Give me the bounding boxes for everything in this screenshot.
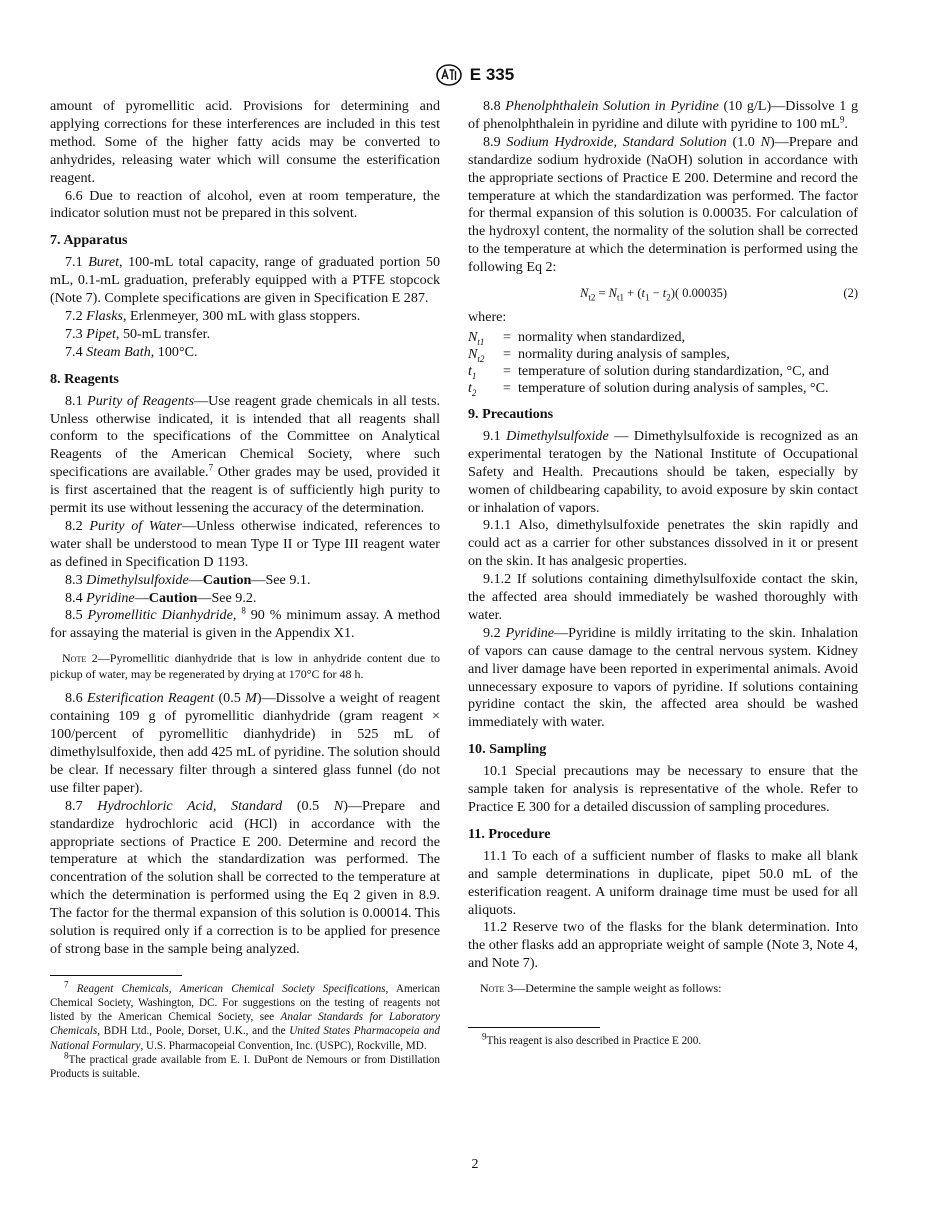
paragraph-intro: amount of pyromellitic acid. Provisions for determining and applying corrections for these interferences are included in this test method. Some of the higher fatty acids may be converted to anhydrides, releasing water which will consume the esterification reagent. xyxy=(50,98,440,186)
paragraph-8-3: 8.3 Dimethylsulfoxide—Caution—See 9.1. xyxy=(65,571,311,588)
paragraph-7-2: 7.2 Flasks, Erlenmeyer, 300 mL with glass stoppers. xyxy=(65,307,361,324)
section-heading-procedure: 11. Procedure xyxy=(468,825,551,842)
where-label: where: xyxy=(468,309,507,326)
footnote-7: $^7$ Reagent Chemicals, American Chemical Society Specifications, American Chemical Society, Washington, DC. For suggestions on the testing of reagents not listed by the American Chemical Society, see Analar Standards for Laboratory Chemicals, BDH Ltd., Poole, Dorset, U.K., and the United States Pharmacopeia and National Formulary, U.S. Pharmacopeial Convention, Inc. (USPC), Rockville, MD. xyxy=(50,979,440,1052)
section-heading-reagents: 8. Reagents xyxy=(50,370,119,387)
page-header xyxy=(0,64,950,86)
standard-code: E 335 xyxy=(469,65,515,84)
section-heading-sampling: 10. Sampling xyxy=(468,741,547,758)
equation-number: (2) xyxy=(843,286,858,301)
section-heading-precautions: 9. Precautions xyxy=(468,405,554,422)
paragraph-11-2: 11.2 Reserve two of the flasks for the blank determination. Into the other flasks add an appropriate weight of sample (Note 3, Note 4, and Note 7). xyxy=(468,919,858,972)
paragraph-7-4: 7.4 Steam Bath, 100°C. xyxy=(65,343,198,360)
paragraph-8-5: 8.5 Pyromellitic Dianhydride, $^8$ 90 % minimum assay. A method for assaying the material is given in the Appendix X1. xyxy=(50,605,441,642)
paragraph-11-1: 11.1 To each of a sufficient number of flasks to make all blank and sample determinations in duplicate, pipet 50.0 mL of the esterification reagent. A uniform drainage time must be used for all aliquots. xyxy=(468,847,858,918)
paragraph-7-3: 7.3 Pipet, 50-mL transfer. xyxy=(65,325,211,342)
paragraph-8-9: 8.9 Sodium Hydroxide, Standard Solution (1.0 N)—Prepare and standardize sodium hydroxide (NaOH) solution in accordance with the appropriate sections of Practice E 200. Determine and record the temperature at which the standardization was performed. The factor for thermal expansion of this solution is 0.00035. For calculation of the hydroxyl content, the normality of the solution shall be corrected to the temperature at which the determination is performed using the following Eq 2: xyxy=(468,133,858,276)
note-2: Note 2—Pyromellitic dianhydride that is low in anhydride content due to pickup of water, may be regenerated by drying at 170°C for 48 h. xyxy=(50,651,440,681)
paragraph-8-6: 8.6 Esterification Reagent (0.5 M)—Dissolve a weight of reagent containing 109 g of pyromellitic dianhydride (gram reagent × 100/percent of pyromellitic dianhydride) in 525 mL of dimethylsulfoxide, then add 425 mL of pyridine. The solution should be clear. If necessary filter through a sintered glass funnel (do not use filter paper). xyxy=(50,690,440,796)
page-number: 2 xyxy=(471,1157,479,1172)
paragraph-9-2: 9.2 Pyridine—Pyridine is mildly irritating to the skin. Inhalation of vapors can cause damage to the central nervous system. Kidney and liver damage have been reported in experimental animals. Avoid unnecessary exposure to vapors of pyridine. If solutions containing pyridine contact the skin, the affected area should be washed immediately with water. xyxy=(468,624,858,731)
paragraph-8-2: 8.2 Purity of Water—Unless otherwise indicated, references to water shall be understood to mean Type II or Type III reagent water as defined in Specification D 1193. xyxy=(50,517,441,570)
paragraph-6-6: 6.6 Due to reaction of alcohol, even at room temperature, the indicator solution must not be prepared in this solvent. xyxy=(50,187,440,222)
footnote-8: $^8$The practical grade available from E. I. DuPont de Nemours or from Distillation Products is suitable. xyxy=(50,1050,440,1081)
paragraph-9-1: 9.1 Dimethylsulfoxide — Dimethylsulfoxide is recognized as an experimental teratogen by the National Institute of Occupational Safety and Health. Precautions should be taken, especially by women of childbearing capability, to avoid exposure by skin contact or inhalation of vapors. xyxy=(468,427,858,516)
astm-logo-icon xyxy=(436,64,462,86)
note-3: Note 3—Determine the sample weight as follows: xyxy=(480,981,722,996)
where-row: $t_2$ = temperature of solution during analysis of samples, °C. xyxy=(468,379,829,398)
paragraph-8-1: 8.1 Purity of Reagents—Use reagent grade chemicals in all tests. Unless otherwise indicated, it is intended that all reagents shall conform to the specifications of the Committee on Analytical Reagents of the American Chemical Society, where such specifications are available.$^7$ Other grades may be used, provided it is first ascertained that the reagent is of sufficiently high purity to permit its use without lessening the accuracy of the determination. xyxy=(50,392,440,517)
equation-2 xyxy=(468,283,858,303)
where-definitions xyxy=(468,329,829,397)
where-row: $N_{t2}$ = normality during analysis of samples, xyxy=(468,345,730,364)
footnote-9: $^9$This reagent is also described in Practice E 200. xyxy=(482,1030,702,1047)
where-row: $t_1$ = temperature of solution during standardization, °C, and xyxy=(468,362,829,381)
equation-expression: $N_{t2} = N_{t1} + (t_1 - t_2)$( 0.00035) xyxy=(580,286,728,303)
paragraph-8-8: 8.8 Phenolphthalein Solution in Pyridine (10 g/L)—Dissolve 1 g of phenolphthalein in pyridine and dilute with pyridine to 100 $mL^9$. xyxy=(468,98,859,132)
paragraph-8-4: 8.4 Pyridine—Caution—See 9.2. xyxy=(65,589,257,606)
paragraph-10-1: 10.1 Special precautions may be necessary to ensure that the sample taken for analysis is representative of the whole. Refer to Practice E 300 for a detailed discussion of sampling procedures. xyxy=(468,763,858,815)
paragraph-9-1-1: 9.1.1 Also, dimethylsulfoxide penetrates the skin rapidly and could act as a carrier for other substances dissolved in it or present on the skin. It has analgesic properties. xyxy=(468,517,858,570)
paragraph-9-1-2: 9.1.2 If solutions containing dimethylsulfoxide contact the skin, the affected area should immediately be washed thoroughly with water. xyxy=(468,571,858,623)
paragraph-8-7: 8.7 Hydrochloric Acid, Standard (0.5 N)—Prepare and standardize hydrochloric acid (HCl) in accordance with the appropriate sections of Practice E 200. Determine and record the temperature at which the standardization was performed. The concentration of the solution shall be corrected to the temperature at which the determination is performed using the Eq 2 given in 8.9. The factor for the thermal expansion of this solution is 0.00014. This solution is required only if a correction is to be applied for presence of strong base in the sample being analyzed. xyxy=(50,797,440,957)
where-row: $N_{t1}$ = normality when standardized, xyxy=(468,328,686,347)
section-heading-apparatus: 7. Apparatus xyxy=(50,232,128,249)
left-column xyxy=(50,98,440,1081)
right-column xyxy=(468,98,858,1048)
paragraph-7-1: 7.1 Buret, 100-mL total capacity, range of graduated portion 50 mL, 0.1-mL graduation, preferably equipped with a PTFE stopcock (Note 7). Complete specifications are given in Specification E 287. xyxy=(50,254,440,307)
